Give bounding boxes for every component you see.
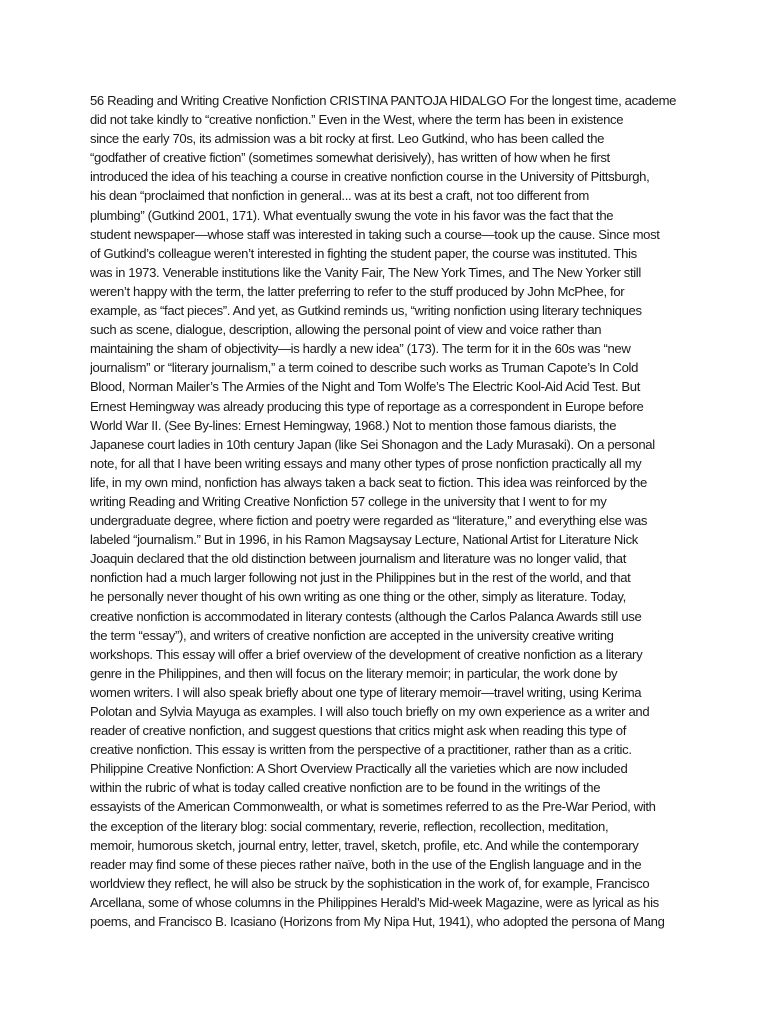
text-line: Joaquin declared that the old distinction between journalism and literature was no longer valid, that	[90, 551, 627, 567]
text-line: Blood, Norman Mailer’s The Armies of the Night and Tom Wolfe’s The Electric Kool-Aid Acid Test. But	[90, 379, 640, 395]
text-line: note, for all that I have been writing essays and many other types of prose nonfiction practically all my	[90, 455, 642, 471]
text-line: was in 1973. Venerable institutions like the Vanity Fair, The New York Times, and The New Yorker still	[90, 264, 641, 280]
text-line: introduced the idea of his teaching a course in creative nonfiction course in the University of Pittsburgh,	[90, 169, 650, 185]
text-line: creative nonfiction is accommodated in literary contests (although the Carlos Palanca Awards still use	[90, 608, 642, 624]
text-line: creative nonfiction. This essay is written from the perspective of a practitioner, rather than as a critic.	[90, 742, 632, 758]
text-line: Arcellana, some of whose columns in the Philippines Herald’s Mid-week Magazine, were as lyrical as his	[90, 894, 659, 910]
text-line: worldview they reflect, he will also be struck by the sophistication in the work of, for example, Francisco	[90, 875, 650, 891]
text-line: undergraduate degree, where fiction and poetry were regarded as “literature,” and everything else was	[90, 513, 648, 529]
text-line: maintaining the sham of objectivity—is hardly a new idea” (173). The term for it in the 60s was “new	[90, 341, 631, 357]
text-line: genre in the Philippines, and then will focus on the literary memoir; in particular, the work done by	[90, 665, 618, 681]
text-line: Polotan and Sylvia Mayuga as examples. I will also touch briefly on my own experience as a writer and	[90, 704, 650, 719]
text-line: of Gutkind’s colleague weren’t interested in fighting the student paper, the course was instituted. This	[90, 245, 637, 261]
text-line: the exception of the literary blog: social commentary, reverie, reflection, recollection, meditation,	[90, 818, 609, 834]
text-line: reader may find some of these pieces rather naïve, both in the use of the English language and in the	[90, 856, 642, 872]
text-line: women writers. I will also speak briefly about one type of literary memoir—travel writing, using Kerima	[90, 684, 642, 700]
text-line: his dean “proclaimed that nonfiction in general... was at its best a craft, not too different from	[90, 188, 589, 204]
text-line: student newspaper—whose staff was interested in taking such a course—took up the cause. Since most	[90, 226, 660, 242]
text-line: writing Reading and Writing Creative Nonfiction 57 college in the university that I went to for my	[90, 493, 607, 509]
text-line: journalism” or “literary journalism,” a term coined to describe such works as Truman Capote’s In Cold	[90, 360, 639, 376]
text-line: he personally never thought of his own writing as one thing or the other, simply as literature. Today,	[90, 589, 626, 605]
text-line: poems, and Francisco B. Icasiano (Horizons from My Nipa Hut, 1941), who adopted the persona of Mang	[90, 914, 665, 930]
text-line: memoir, humorous sketch, journal entry, letter, travel, sketch, profile, etc. And while the contemporary	[90, 837, 639, 853]
body-text	[90, 91, 690, 931]
text-line: “godfather of creative fiction” (sometimes somewhat derisively), has written of how when he first	[90, 150, 610, 166]
text-line: nonfiction had a much larger following not just in the Philippines but in the rest of the world, and that	[90, 570, 631, 586]
text-line: 56 Reading and Writing Creative Nonfiction CRISTINA PANTOJA HIDALGO For the longest time, academe	[90, 93, 677, 108]
text-line: workshops. This essay will offer a brief overview of the development of creative nonfiction as a literary	[90, 646, 643, 662]
text-line: did not take kindly to “creative nonfiction.” Even in the West, where the term has been in existence	[90, 112, 624, 128]
text-line: World War II. (See By-lines: Ernest Hemingway, 1968.) Not to mention those famous diarists, the	[90, 417, 617, 433]
text-line: Japanese court ladies in 10th century Japan (like Sei Shonagon and the Lady Murasaki). On a personal	[90, 436, 655, 452]
text-line: essayists of the American Commonwealth, or what is sometimes referred to as the Pre-War Period, with	[90, 799, 656, 815]
text-line: Ernest Hemingway was already producing this type of reportage as a correspondent in Europe before	[90, 398, 644, 414]
text-line: reader of creative nonfiction, and suggest questions that critics might ask when reading this type of	[90, 723, 626, 739]
text-line: plumbing” (Gutkind 2001, 171). What eventually swung the vote in his favor was the fact that the	[90, 207, 614, 223]
text-line: example, as “fact pieces”. And yet, as Gutkind reminds us, “writing nonfiction using literary techniques	[90, 303, 642, 319]
text-line: life, in my own mind, nonfiction has always taken a back seat to fiction. This idea was reinforced by the	[90, 474, 647, 490]
text-line: within the rubric of what is today called creative nonfiction are to be found in the writings of the	[90, 780, 601, 796]
text-line: labeled “journalism.” But in 1996, in his Ramon Magsaysay Lecture, National Artist for Literature Nick	[90, 532, 638, 548]
text-line: since the early 70s, its admission was a bit rocky at first. Leo Gutkind, who has been called the	[90, 131, 605, 147]
text-line: weren’t happy with the term, the latter preferring to refer to the stuff produced by John McPhee, for	[90, 283, 625, 299]
text-line: the term “essay”), and writers of creative nonfiction are accepted in the university creative writing	[90, 627, 614, 643]
text-line: Philippine Creative Nonfiction: A Short Overview Practically all the varieties which are now included	[90, 761, 628, 777]
text-line: such as scene, dialogue, description, allowing the personal point of view and voice rather than	[90, 322, 602, 338]
